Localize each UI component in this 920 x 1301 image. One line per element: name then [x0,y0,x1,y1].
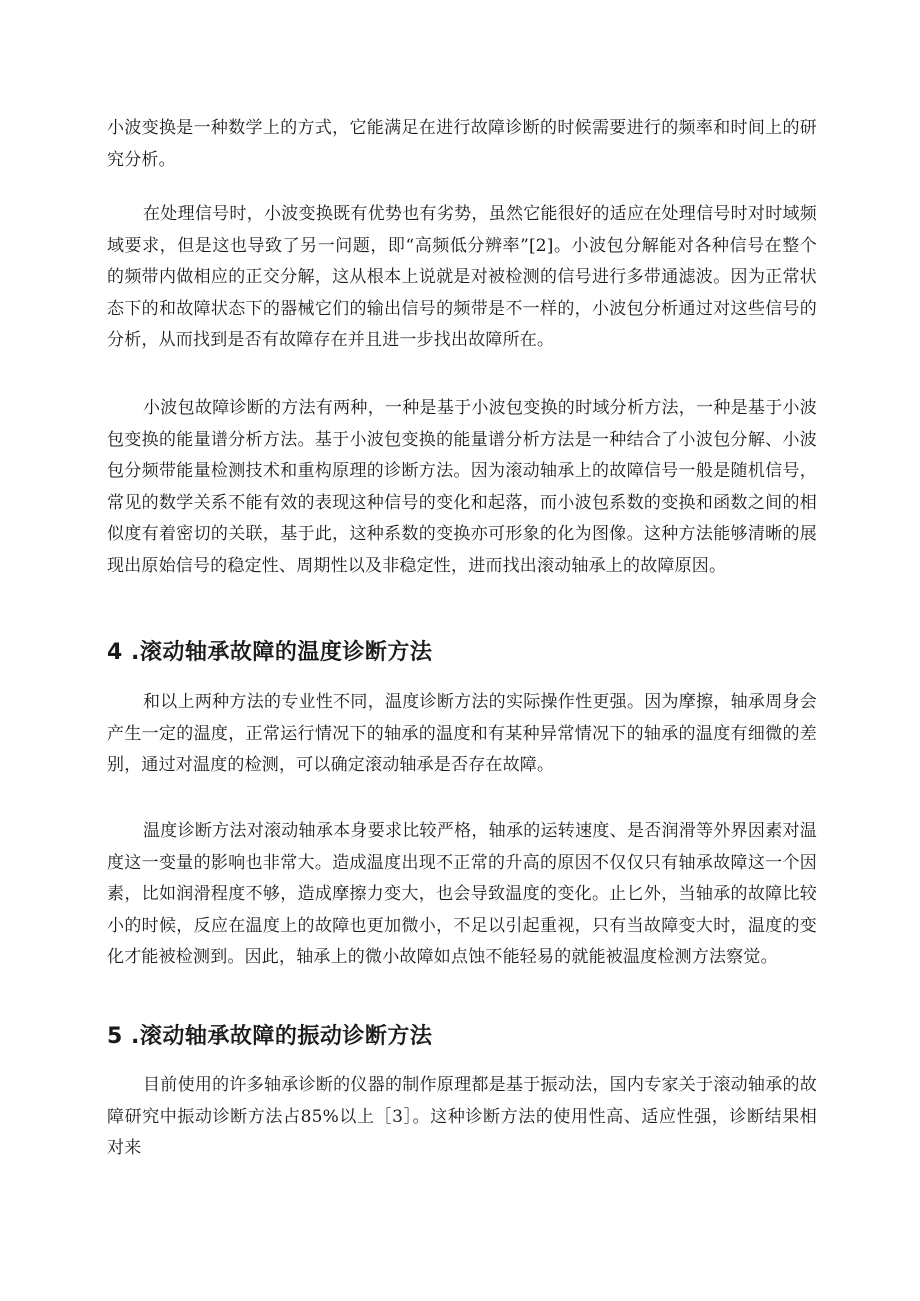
paragraph-vibration-intro: 目前使用的许多轴承诊断的仪器的制作原理都是基于振动法，国内专家关于滚动轴承的故障研究中振动诊断方法占85%以上［3］。这种诊断方法的使用性高、适应性强，诊断结果相对来 [107,1075,817,1159]
paragraph-temperature-intro: 和以上两种方法的专业性不同，温度诊断方法的实际操作性更强。因为摩擦，轴承周身会产生一定的温度，正常运行情况下的轴承的温度和有某种异常情况下的轴承的温度有细微的差别，通过对温度的检测，可以确定滚动轴承是否存在故障。 [107,692,817,776]
paragraph-wavelet-packet-methods: 小波包故障诊断的方法有两种，一种是基于小波包变换的时域分析方法，一种是基于小波包变换的能量谱分析方法。基于小波包变换的能量谱分析方法是一种结合了小波包分解、小波包分频带能量检测技术和重构原理的诊断方法。因为滚动轴承上的故障信号一般是随机信号，常见的数学关系不能有效的表现这种信号的变化和起落，而小波包系数的变换和函数之间的相似度有着密切的关联，基于此，这种系数的变换亦可形象的化为图像。这种方法能够清晰的展现出原始信号的稳定性、周期性以及非稳定性，进而找出滚动轴承上的故障原因。 [107,398,817,576]
paragraph-temperature-limits: 温度诊断方法对滚动轴承本身要求比较严格，轴承的运转速度、是否润滑等外界因素对温度这一变量的影响也非常大。造成温度出现不正常的升高的原因不仅仅只有轴承故障这一个因素，比如润滑程度不够，造成摩擦力变大，也会导致温度的变化。止匕外，当轴承的故障比较小的时候，反应在温度上的故障也更加微小，不足以引起重视，只有当故障变大时，温度的变化才能被检测到。因此，轴承上的微小故障如点蚀不能轻易的就能被温度检测方法察觉。 [107,821,817,968]
section-5-heading: 5 .滚动轴承故障的振动诊断方法 [107,1024,433,1049]
paragraph-wavelet-packet: 在处理信号时，小波变换既有优势也有劣势，虽然它能很好的适应在处理信号时对时域频域要求，但是这也导致了另一问题，即“高频低分辨率”[2]。小波包分解能对各种信号在整个的频带内做相应的正交分解，这从根本上说就是对被检测的信号进行多带通滤波。因为正常状态下的和故障状态下的器械它们的输出信号的频带是不一样的，小波包分析通过对这些信号的分析，从而找到是否有故障存在并且进一步找出故障所在。 [107,204,817,351]
paragraph-wavelet-intro: 小波变换是一种数学上的方式，它能满足在进行故障诊断的时候需要进行的频率和时间上的研究分析。 [107,118,817,170]
section-4-heading: 4 .滚动轴承故障的温度诊断方法 [107,640,433,665]
